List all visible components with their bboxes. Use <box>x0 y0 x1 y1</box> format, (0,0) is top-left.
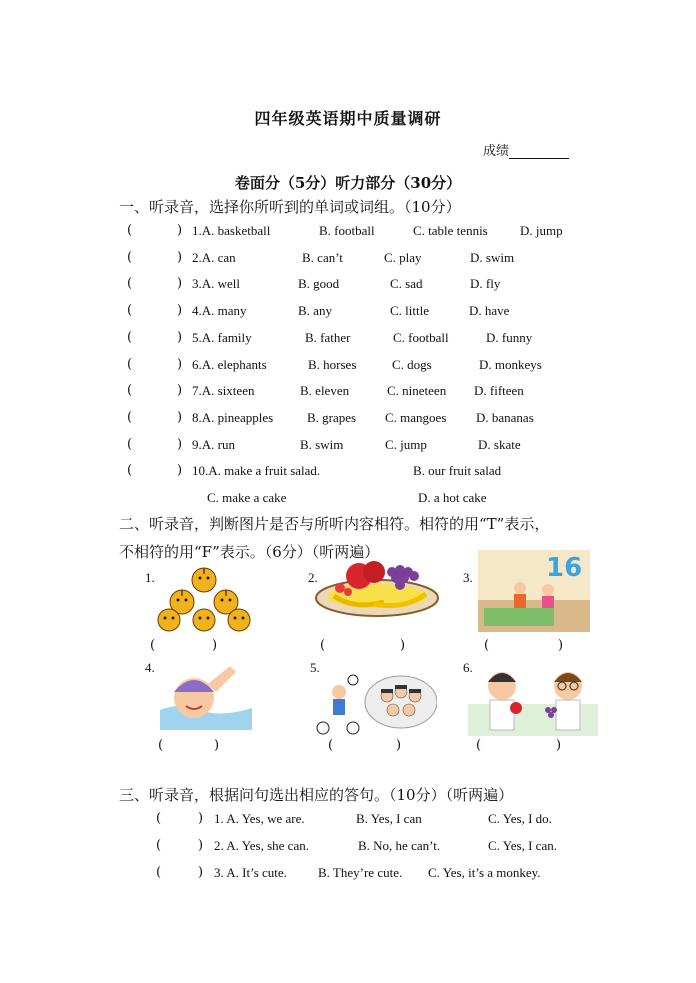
option-a: 8.A. pineapples <box>192 409 274 425</box>
option-d: D. monkeys <box>479 356 542 372</box>
answer-paren-close: ) <box>177 356 183 372</box>
option-c: C. Yes, it’s a monkey. <box>428 865 541 880</box>
answer-paren-open: ( <box>127 223 133 238</box>
answer-paren-open: ( <box>127 276 133 292</box>
option-c: C. little <box>390 303 429 319</box>
option-b: B. eleven <box>300 383 350 399</box>
option-b: B. can’t <box>302 249 343 265</box>
option-b: B. grapes <box>307 409 357 425</box>
option-d: D. skate <box>478 436 521 452</box>
option-a: 5.A. family <box>192 329 252 345</box>
option-c: C. mangoes <box>385 409 447 425</box>
option-c: C. football <box>393 329 449 345</box>
answer-paren-close: ) <box>177 276 183 292</box>
option-c: C. play <box>384 249 422 265</box>
option-b: B. horses <box>308 356 357 372</box>
option-d: D. fly <box>470 276 501 292</box>
answer-paren-open: ( <box>156 865 162 880</box>
score-label: 成绩 <box>483 144 510 159</box>
tigers-picture <box>154 562 254 634</box>
option-d: D. have <box>469 303 510 319</box>
option-b: B. swim <box>300 436 344 452</box>
answer-paren-close: ) <box>177 383 183 399</box>
option-d: D. jump <box>520 223 563 238</box>
answer-paren-close: ) <box>177 223 183 238</box>
pic-number-6: 6. <box>463 660 473 675</box>
answer-paren-close: ) <box>177 436 183 452</box>
answer-paren-close: ) <box>177 249 183 265</box>
answer-paren-open: ( <box>328 738 334 753</box>
option-a: 6.A. elephants <box>192 356 267 372</box>
page-title: 四年级英语期中质量调研 <box>254 109 442 128</box>
fruit-plate-picture <box>314 558 440 618</box>
option-a: 2. A. Yes, she can. <box>214 838 309 853</box>
answer-paren-open: ( <box>127 356 133 372</box>
option-d: D. funny <box>486 329 533 345</box>
answer-paren-open: ( <box>158 738 164 753</box>
answer-paren-open: ( <box>127 249 133 265</box>
answer-paren-close: ) <box>556 738 562 753</box>
pic-number-3: 3. <box>463 570 473 585</box>
option-a: 2.A. can <box>192 249 236 265</box>
option-b: B. football <box>319 223 375 238</box>
answer-paren-close: ) <box>177 303 183 319</box>
section2-heading-line2: 不相符的用“F”表示。（6分）（听两遍） <box>119 543 380 561</box>
option-b: B. Yes, I can <box>356 811 422 826</box>
q10-option-b: B. our fruit salad <box>413 463 502 478</box>
option-b: B. any <box>298 303 332 319</box>
answer-paren-open: ( <box>156 838 162 853</box>
answer-paren-open: ( <box>127 436 133 452</box>
answer-paren-close: ) <box>198 865 204 880</box>
answer-paren-close: ) <box>198 838 204 853</box>
pic-number-1: 1. <box>145 570 155 585</box>
q10-option-d: D. a hot cake <box>418 490 487 505</box>
section-subtitle: 卷面分（5分）听力部分（30分） <box>234 174 462 192</box>
option-a: 1. A. Yes, we are. <box>214 811 305 826</box>
option-c: C. nineteen <box>387 383 447 399</box>
number-16-text: 16 <box>546 553 583 583</box>
answer-paren-open: ( <box>484 638 490 653</box>
q10-option-c: C. make a cake <box>207 490 287 505</box>
football-family-picture <box>313 672 437 738</box>
option-b: B. good <box>298 276 340 292</box>
option-a: 7.A. sixteen <box>192 383 255 399</box>
option-c: C. Yes, I can. <box>488 838 557 853</box>
answer-paren-close: ) <box>400 638 406 653</box>
answer-paren-close: ) <box>214 738 220 753</box>
answer-paren-close: ) <box>177 329 183 345</box>
answer-paren-open: ( <box>476 738 482 753</box>
pic-number-5: 5. <box>310 660 320 675</box>
option-a: 1.A. basketball <box>192 223 271 238</box>
answer-paren-open: ( <box>150 638 156 653</box>
answer-paren-open: ( <box>127 303 133 319</box>
option-d: D. fifteen <box>474 383 524 399</box>
option-b: B. father <box>305 329 351 345</box>
option-b: B. No, he can’t. <box>358 838 441 853</box>
answer-paren-open: ( <box>320 638 326 653</box>
swimmer-picture <box>160 662 252 730</box>
option-d: D. bananas <box>476 409 534 425</box>
answer-paren-open: ( <box>127 409 133 425</box>
answer-paren-close: ) <box>396 738 402 753</box>
option-c: C. table tennis <box>413 223 488 238</box>
score-blank[interactable] <box>509 144 569 159</box>
classroom-picture <box>478 550 590 632</box>
option-a: 3. A. It’s cute. <box>214 865 287 880</box>
answer-paren-open: ( <box>127 329 133 345</box>
kids-fruit-picture <box>468 664 598 736</box>
option-c: C. Yes, I do. <box>488 811 552 826</box>
answer-paren-open: ( <box>156 811 162 826</box>
answer-paren-open: ( <box>127 463 133 478</box>
option-b: B. They’re cute. <box>318 865 403 880</box>
pic-number-2: 2. <box>308 570 318 585</box>
answer-paren-open: ( <box>127 383 133 399</box>
option-d: D. swim <box>470 249 515 265</box>
option-a: 3.A. well <box>192 276 241 292</box>
answer-paren-close: ) <box>212 638 218 653</box>
answer-paren-close: ) <box>558 638 564 653</box>
option-c: C. sad <box>390 276 423 292</box>
answer-paren-close: ) <box>177 409 183 425</box>
section3-heading: 三、听录音，根据问句选出相应的答句。（10分）（听两遍） <box>119 786 514 804</box>
option-a: 4.A. many <box>192 303 247 319</box>
pic-number-4: 4. <box>145 660 155 675</box>
score-field <box>483 140 569 159</box>
option-a: 9.A. run <box>192 436 235 452</box>
option-c: C. dogs <box>392 356 432 372</box>
answer-paren-close: ) <box>177 463 183 478</box>
section1-heading: 一、听录音，选择你所听到的单词或词组。（10分） <box>119 198 461 216</box>
answer-paren-close: ) <box>198 811 204 826</box>
section2-heading-line1: 二、听录音，判断图片是否与所听内容相符。相符的用“T”表示， <box>119 515 550 533</box>
q10-option-a: 10.A. make a fruit salad. <box>192 463 321 478</box>
option-c: C. jump <box>385 436 427 452</box>
